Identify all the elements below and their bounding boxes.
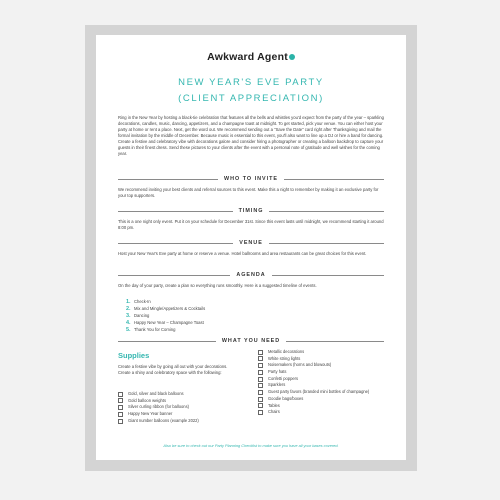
section-invite-heading [118,175,384,183]
agenda-number: 4. [126,319,131,326]
checklist-item [258,396,386,402]
checklist-text: Confetti poppers [268,375,299,381]
checklist-text: Tables [268,402,280,408]
document-page [96,35,406,460]
section-label: VENUE [239,240,263,246]
agenda-text: Happy New Year – Champagne Toast [134,320,204,325]
checklist-text: Guest party favors (branded mini bottles of champagne) [268,389,370,395]
checklist-text: Goodie bags/boxes [268,395,304,401]
agenda-number: 3. [126,312,131,319]
venue-paragraph: Host your New Year's Eve party at home or reserve a venue. Hotel ballrooms and area restaurants can be great choices for this event. [118,251,367,256]
checklist-item [118,418,243,424]
section-label: WHO TO INVITE [224,176,278,182]
checkbox[interactable] [118,405,123,410]
checkbox[interactable] [258,403,263,408]
agenda-text: Dancing [134,313,150,318]
checklist-text: White string lights [268,355,301,361]
checklist-text: Silver curling ribbon (for balloons) [128,404,189,410]
checkbox[interactable] [258,383,263,388]
intro-paragraph: Ring in the New Year by hosting a black-tie celebration that features all the bells and whistles you'd expect from the party of the year – sparkling decorations, candles, music, dancing, appetizers, and a champagne toast at midnight. To get started, pick your venue. You can either host your party at home or rent a place. Next, get the word out. We recommend sending out a "Save the Date" card right after Thanksgiving and mail the formal invitation by the middle of December. Because music is essential to this event, you'll also want to line up a DJ or hire a band for dancing. Create a festive and celebratory vibe with decorations galore and consider hiring a photographer or creating a balloon backdrop to capture your guests in their finest dress. Send these pictures to your clients after the event with a personal note of gratitude and well wishes for the coming year. [118,115,384,156]
agenda-text: Check-In [134,299,151,304]
supplies-title: Supplies [118,351,150,360]
agenda-list [126,298,205,333]
agenda-text: Mix and Mingle/Appetizers & Cocktails [134,306,206,311]
section-agenda-heading [118,271,384,279]
footer-note: Also be sure to check out our Party Planning Checklist to make sure you have all your bases covered. [163,443,339,448]
agenda-text: Thank You for Coming [134,327,176,332]
agenda-number: 1. [126,298,131,305]
checklist-text: Happy New Year banner [128,411,173,417]
checklist-text: Gold, silver and black balloons [128,391,184,396]
checkbox[interactable] [258,363,263,368]
page-subtitle: (CLIENT APPRECIATION) [178,93,324,104]
checklist-text: Party hats [268,369,287,375]
logo-text: Awkward Agent [207,51,288,63]
agenda-item [126,326,205,333]
section-need-heading [118,337,384,345]
agenda-number: 5. [126,326,131,333]
page-title: NEW YEAR'S EVE PARTY [178,77,324,88]
checklist-item [258,403,386,409]
checkbox[interactable] [258,397,263,402]
agenda-item [126,319,205,326]
invite-paragraph: We recommend inviting your best clients and referral sources to this event. Make this a night to remember by making it an exclusive party for your top supporters. [118,187,379,198]
checkbox[interactable] [118,419,123,424]
checklist-text: Noisemakers (horns and blowouts) [268,362,332,368]
logo [96,51,406,63]
checklist-item [118,404,243,410]
checkbox[interactable] [258,377,263,382]
checkbox[interactable] [118,392,123,397]
checklist-item [118,391,243,397]
agenda-paragraph: On the day of your party, create a plan so everything runs smoothly. Here is a suggested timeline of events. [118,283,317,288]
logo-mark-icon [289,54,295,60]
checkbox[interactable] [118,412,123,417]
section-venue-heading [118,239,384,247]
agenda-item [126,298,205,305]
section-label: WHAT YOU NEED [221,338,281,344]
checklist-item [258,349,386,355]
timing-paragraph: This is a one night only event. Put it on your schedule for December 31st. Since this event lasts until midnight, we recommend starting it around 8:00 pm. [118,219,384,230]
checklist-item [118,398,243,404]
supplies-right-list [258,349,386,416]
checklist-item [118,411,243,417]
checklist-item [258,409,386,415]
checkbox[interactable] [118,398,123,403]
section-label: TIMING [238,208,264,214]
supplies-paragraph: Create a festive vibe by going all out with your decorations. Create a shiny and celebratory space with the following: [118,364,228,375]
checklist-item [258,369,386,375]
section-label: AGENDA [236,272,266,278]
checklist-item [258,376,386,382]
checklist-item [258,356,386,362]
checklist-text: Giant number balloons (example 2022) [128,417,199,423]
agenda-item [126,305,205,312]
section-timing-heading [118,207,384,215]
checkbox[interactable] [258,390,263,395]
checklist-text: Gold balloon weights [128,397,167,403]
checklist-text: Sparklers [268,382,286,388]
checklist-item [258,389,386,395]
checklist-item [258,382,386,388]
agenda-number: 2. [126,305,131,312]
checkbox[interactable] [258,350,263,355]
agenda-item [126,312,205,319]
checkbox[interactable] [258,356,263,361]
checklist-text: Chairs [268,409,280,415]
checkbox[interactable] [258,370,263,375]
supplies-left-list [118,391,243,424]
checklist-text: Metallic decorations [268,349,305,354]
checkbox[interactable] [258,410,263,415]
checklist-item [258,362,386,368]
